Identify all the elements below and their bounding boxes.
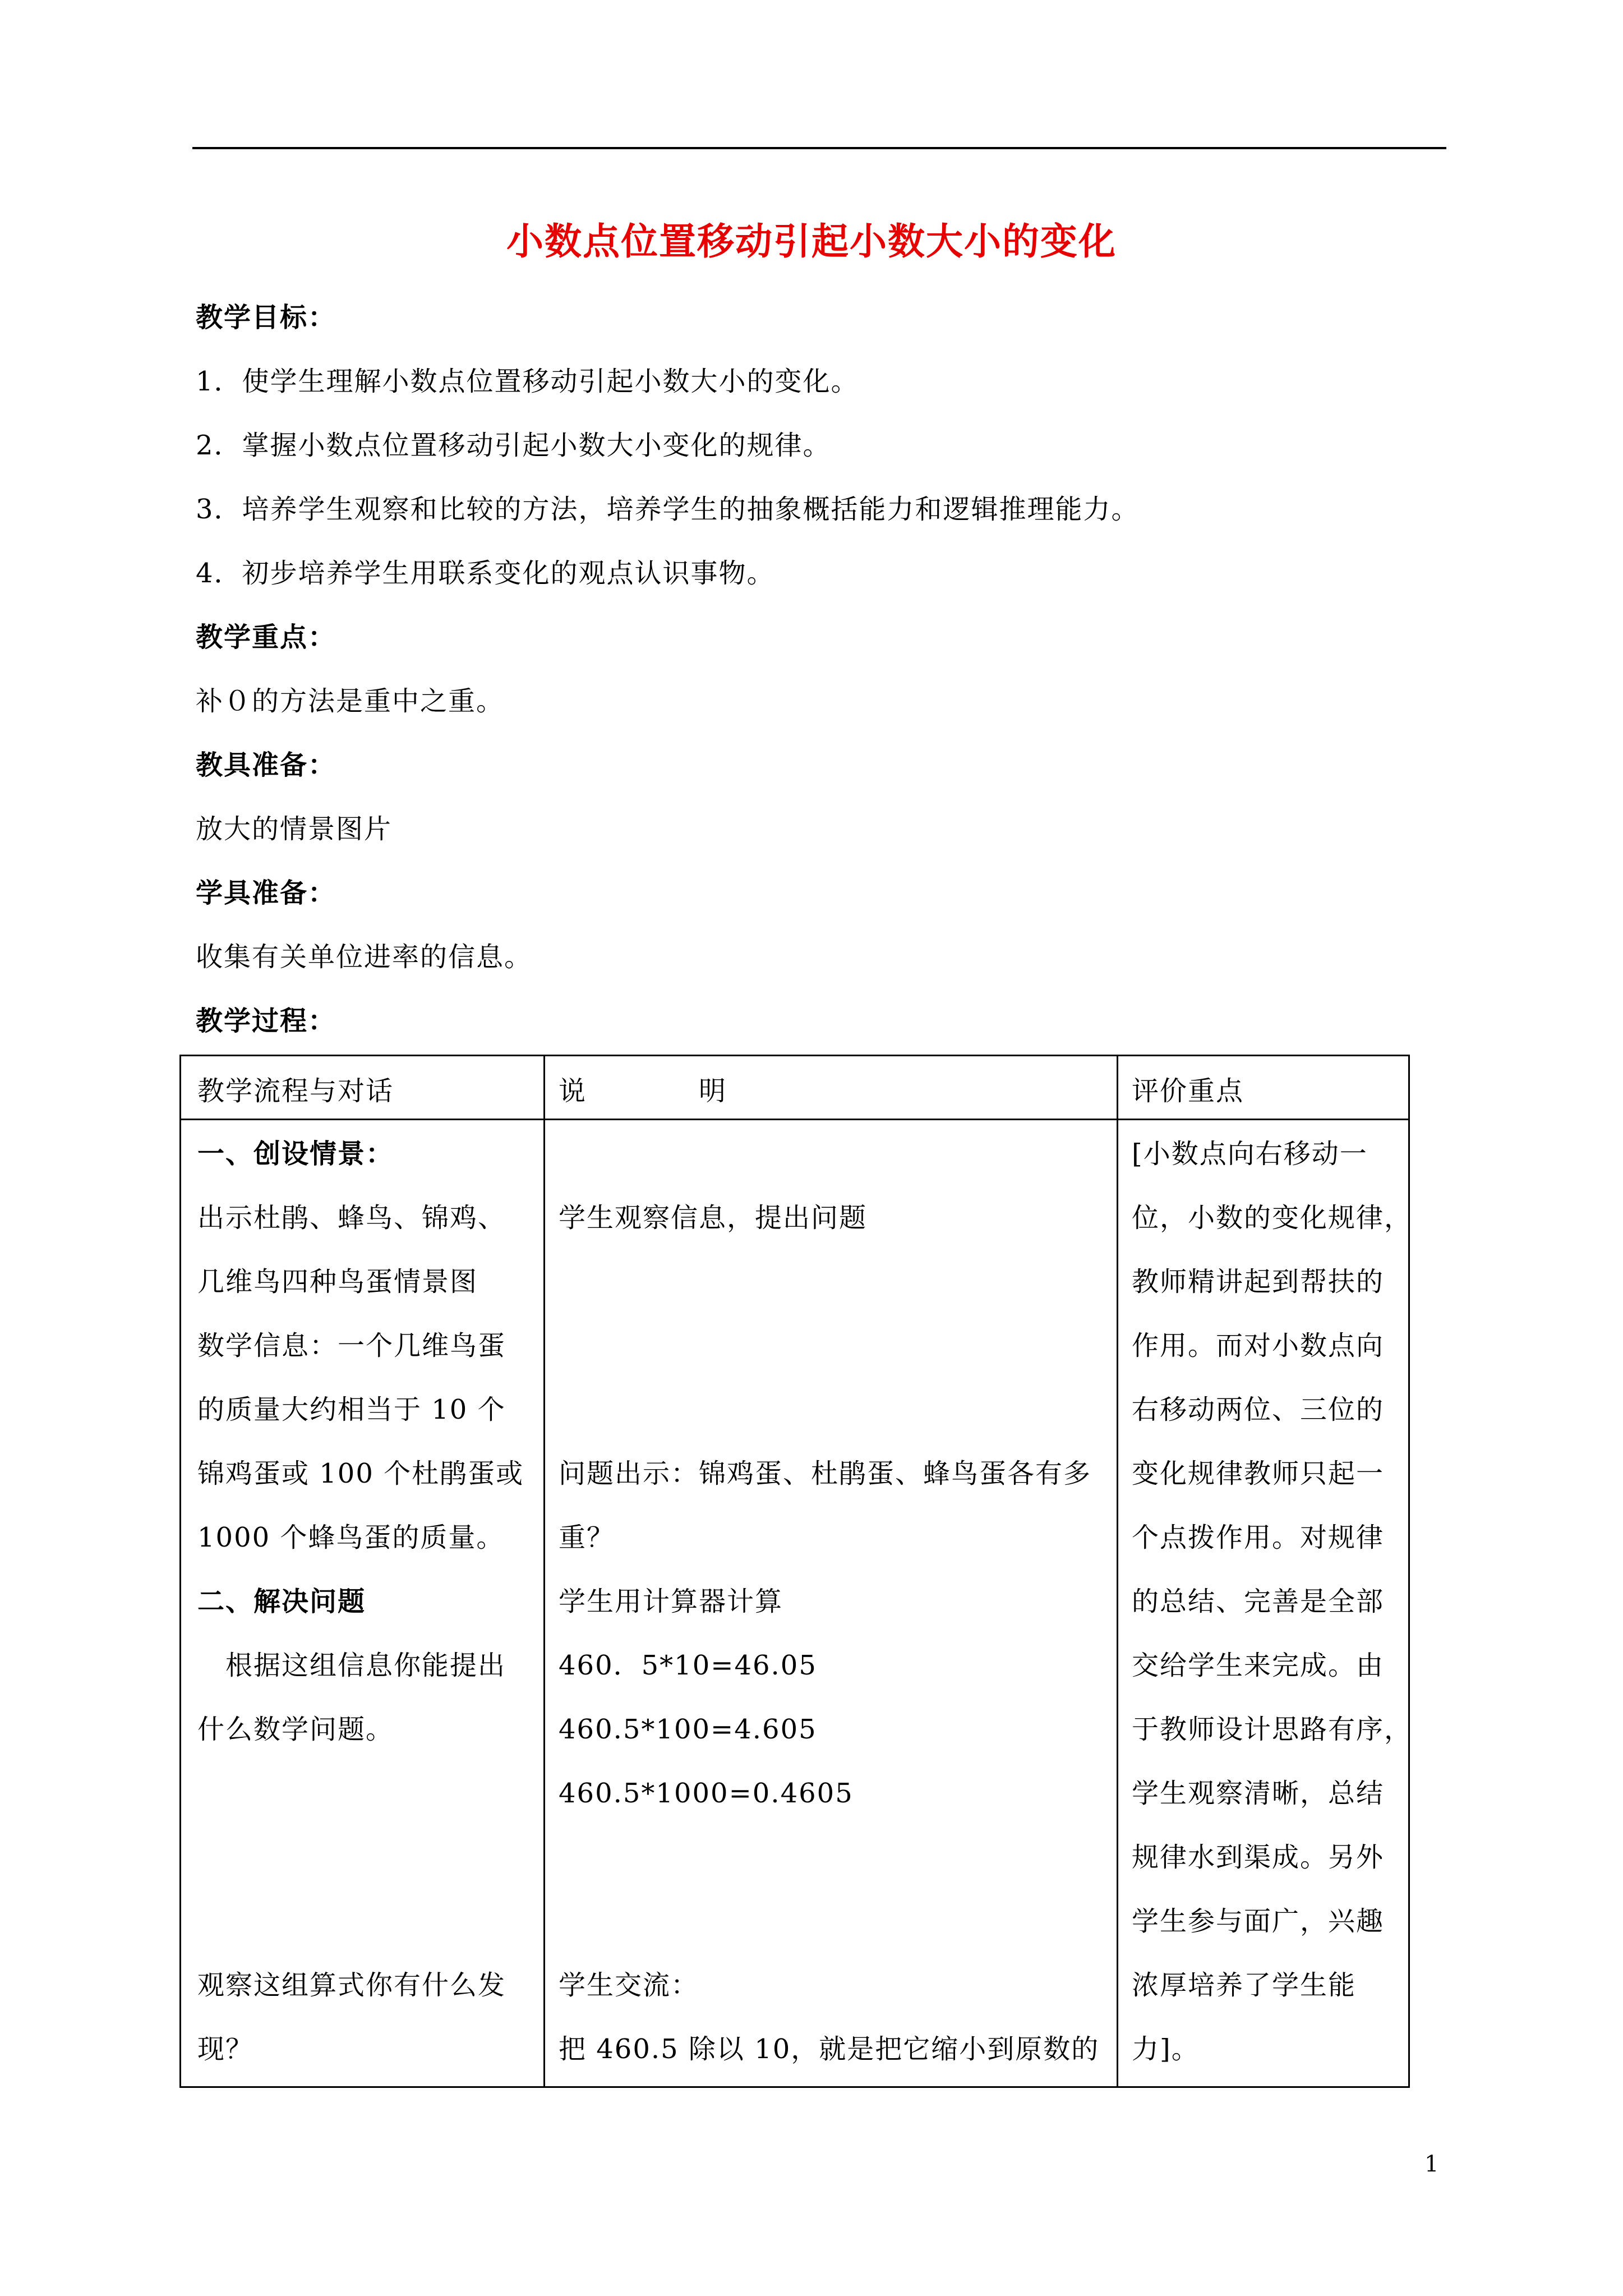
notes-cell-line: 问题出示：锦鸡蛋、杜鹃蛋、蜂鸟蛋各有多 (559, 1458, 1092, 1489)
teacher-tools-heading: 教具准备： (196, 749, 336, 781)
key-points-text: 补０的方法是重中之重。 (196, 685, 505, 717)
evaluation-cell-line: 变化规律教师只起一 (1132, 1458, 1385, 1489)
header-rule (192, 147, 1446, 149)
process-heading: 教学过程： (196, 1005, 336, 1037)
evaluation-cell-line: 教师精讲起到帮扶的 (1132, 1266, 1385, 1297)
evaluation-cell-line: 作用。而对小数点向 (1132, 1330, 1385, 1361)
flow-cell-line: 出示杜鹃、蜂鸟、锦鸡、 (197, 1202, 506, 1234)
objective-item: 1．使学生理解小数点位置移动引起小数大小的变化。 (196, 366, 859, 397)
notes-cell-line: 460．5*10=46.05 (559, 1650, 817, 1681)
notes-cell-line: 460.5*1000=0.4605 (559, 1778, 854, 1809)
evaluation-cell-line: 右移动两位、三位的 (1132, 1394, 1385, 1425)
flow-cell-line: 现？ (197, 2033, 254, 2065)
page-number: 1 (1424, 2151, 1439, 2177)
objective-item: 3．培养学生观察和比较的方法，培养学生的抽象概括能力和逻辑推理能力。 (196, 494, 1140, 525)
teacher-tools-text: 放大的情景图片 (196, 813, 393, 845)
notes-cell-line: 重？ (559, 1522, 615, 1553)
flow-cell-line: 二、解决问题 (197, 1586, 366, 1617)
evaluation-cell-line: 个点拨作用。对规律 (1132, 1522, 1385, 1553)
student-tools-text: 收集有关单位进率的信息。 (196, 941, 533, 973)
evaluation-cell-line: 学生观察清晰，总结 (1132, 1778, 1385, 1809)
evaluation-cell-line: [小数点向右移动一 (1132, 1138, 1368, 1170)
column-divider (1117, 1056, 1118, 2086)
table-header-evaluation: 评价重点 (1132, 1075, 1244, 1107)
flow-cell-line: 的质量大约相当于 10 个 (197, 1394, 506, 1425)
flow-cell-line: 数学信息：一个几维鸟蛋 (197, 1330, 506, 1361)
notes-cell-line: 460.5*100=4.605 (559, 1714, 817, 1745)
key-points-heading: 教学重点： (196, 622, 336, 653)
flow-cell-line: 一、创设情景： (197, 1138, 394, 1170)
evaluation-cell-line: 浓厚培养了学生能 (1132, 1970, 1357, 2001)
evaluation-cell-line: 位，小数的变化规律， (1132, 1202, 1413, 1234)
table-header-notes: 说 明 (559, 1075, 727, 1107)
student-tools-heading: 学具准备： (196, 877, 336, 909)
teaching-process-table (179, 1055, 1413, 2088)
evaluation-cell-line: 学生参与面广，兴趣 (1132, 1906, 1385, 1937)
column-divider (543, 1056, 545, 2086)
notes-cell-line: 把 460.5 除以 10，就是把它缩小到原数的 (559, 2033, 1100, 2065)
table-header-flow: 教学流程与对话 (197, 1075, 394, 1107)
evaluation-cell-line: 于教师设计思路有序， (1132, 1714, 1413, 1745)
notes-cell-line: 学生观察信息，提出问题 (559, 1202, 868, 1234)
notes-cell-line: 学生交流： (559, 1970, 699, 2001)
objectives-heading: 教学目标： (196, 302, 336, 333)
evaluation-cell-line: 力]。 (1132, 2033, 1200, 2065)
flow-cell-line: 观察这组算式你有什么发 (197, 1970, 506, 2001)
flow-cell-line: 根据这组信息你能提出 (197, 1650, 506, 1681)
objective-item: 4．初步培养学生用联系变化的观点认识事物。 (196, 558, 775, 589)
flow-cell-line: 几维鸟四种鸟蛋情景图 (197, 1266, 478, 1297)
flow-cell-line: 1000 个蜂鸟蛋的质量。 (197, 1522, 505, 1553)
evaluation-cell-line: 交给学生来完成。由 (1132, 1650, 1385, 1681)
flow-cell-line: 锦鸡蛋或 100 个杜鹃蛋或 (197, 1458, 524, 1489)
evaluation-cell-line: 的总结、完善是全部 (1132, 1586, 1385, 1617)
evaluation-cell-line: 规律水到渠成。另外 (1132, 1842, 1385, 1873)
header-row-divider (181, 1119, 1408, 1120)
notes-cell-line: 学生用计算器计算 (559, 1586, 783, 1617)
document-title: 小数点位置移动引起小数大小的变化 (506, 219, 1117, 263)
objective-item: 2．掌握小数点位置移动引起小数大小变化的规律。 (196, 430, 831, 461)
flow-cell-line: 什么数学问题。 (197, 1714, 394, 1745)
